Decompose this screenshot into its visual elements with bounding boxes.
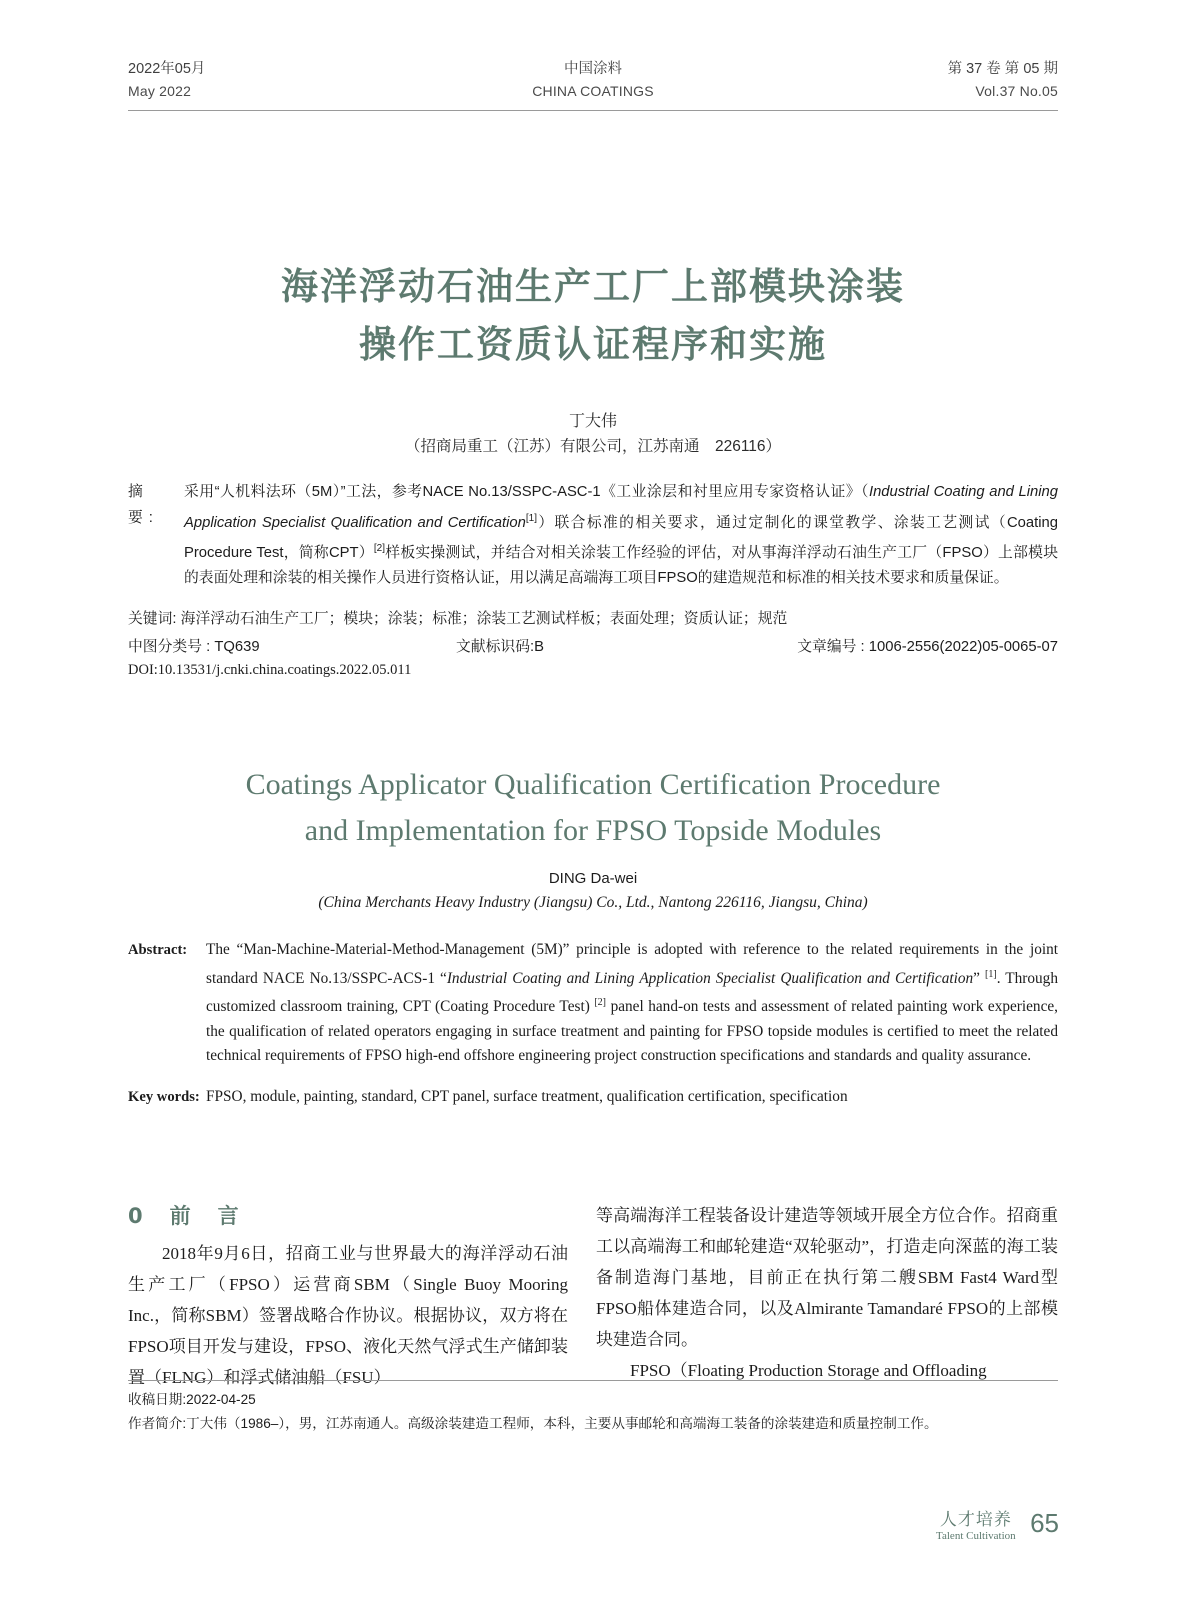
keywords-cn-label: 关键词: <box>128 611 177 627</box>
affiliation-en: (China Merchants Heavy Industry (Jiangsu) Co., Ltd., Nantong 226116, Jiangsu, China) <box>318 894 868 911</box>
abstract-cn-label: 摘 要: <box>128 484 170 526</box>
abstract-en-ref1: [1] <box>985 968 997 980</box>
abstract-en-body <box>206 938 1058 1069</box>
abstract-cn-part4: 样板实操测试，并结合对相关涂装工作经验的评估，对从事海洋浮动石油生产工厂（FPSO）上部模块的表面处理和涂装的相关操作人员进行资格认证，用以满足高端海工项目FPSO的建造规范和标准的相关技术要求和质量保证。 <box>184 544 1058 587</box>
body-column-left <box>128 1238 568 1393</box>
page-number: 65 <box>1030 1508 1059 1538</box>
footnote-divider <box>128 1380 1058 1381</box>
author-cn: 丁大伟 <box>568 413 617 430</box>
abstract-cn-ref2: [2] <box>373 542 385 554</box>
title-en-line2: and Implementation for FPSO Topside Modules <box>304 814 882 847</box>
keywords-en-label: Key words: <box>128 1089 200 1105</box>
running-head-right <box>948 58 1058 102</box>
journal-name-cn: 中国涂料 <box>564 61 622 77</box>
keywords-cn-value: 海洋浮动石油生产工厂；模块；涂装；标准；涂装工艺测试样板；表面处理；资质认证；规范 <box>180 611 788 627</box>
received-date: 收稿日期:2022-04-25 <box>128 1392 256 1407</box>
running-head-center <box>128 58 1058 102</box>
body-column-right <box>596 1200 1058 1386</box>
abstract-en-part4: panel hand-on tests and assessment of related painting work experience, the qualification of related operators engaging in surface treatment and painting for FPSO topside modules is certified to meet the related technical requirements of FPSO high-end offshore engineering project construction specifications and standards and quality assurance. <box>206 998 1058 1065</box>
affiliation-cn: （招商局重工（江苏）有限公司，江苏南通 226116） <box>404 438 782 455</box>
clc-number: 中图分类号 : TQ639 <box>128 639 260 655</box>
title-en-line1: Coatings Applicator Qualification Certification Procedure <box>245 768 941 801</box>
footer-category-en: Talent Cultivation <box>936 1530 1016 1542</box>
body-paragraph-right-2: FPSO（Floating Production Storage and Offloading <box>630 1361 987 1380</box>
keywords-cn <box>128 607 1058 631</box>
body-paragraph-right-1: 等高端海洋工程装备设计建造等领域开展全方位合作。招商重工以高端海工和邮轮建造“双轮驱动”，打造走向深蓝的海工装备制造海门基地，目前正在执行第二艘SBM Fast4 Ward型FPSO船体建造合同，以及Almirante Tamandaré FPSO的上部模块建造合同。 <box>596 1206 1058 1349</box>
abstract-cn-part1: 采用“人机料法环（5M）”工法，参考NACE No.13/SSPC-ASC-1《工业涂层和衬里应用专家资格认证》（ <box>184 484 869 500</box>
abstract-cn <box>128 480 1058 592</box>
article-number: 文章编号 : 1006-2556(2022)05-0065-07 <box>797 639 1058 655</box>
abstract-cn-part3: 联合标准的相关要求，通过定制化的课堂教学、涂装工艺测试（Coating Procedure Test，简称CPT） <box>184 514 1058 561</box>
title-cn-line2: 操作工资质认证程序和实施 <box>359 323 827 366</box>
keywords-en-value: FPSO, module, painting, standard, CPT panel, surface treatment, qualification certification, specification <box>206 1088 848 1105</box>
doi: DOI:10.13531/j.cnki.china.coatings.2022.05.011 <box>128 662 412 678</box>
abstract-cn-ref1: [1] <box>525 512 537 524</box>
abstract-en-part2: ” <box>973 969 986 987</box>
abstract-cn-italic-standard: Industrial Coating and Lining Application Specialist Qualification and Certification <box>184 484 1059 531</box>
running-head <box>128 58 1058 111</box>
page-title-en <box>128 762 1058 854</box>
section-heading-intro: 0 前 言 <box>128 1204 242 1228</box>
author-en: DING Da-wei <box>548 870 638 887</box>
abstract-en-label: Abstract: <box>128 942 188 958</box>
volume-issue-cn: 第 37 卷 第 05 期 <box>947 61 1058 77</box>
page-title-cn <box>128 258 1058 374</box>
abstract-cn-part2: ） <box>536 514 555 531</box>
running-head-date-en: May 2022 <box>128 83 192 99</box>
abstract-en-ref2: [2] <box>594 997 607 1009</box>
abstract-cn-body <box>184 480 1058 592</box>
footnotes <box>128 1388 1058 1436</box>
abstract-en-part1: The “Man-Machine-Material-Method-Management (5M)” principle is adopted with reference to the related requirements in the joint standard NACE No.13/SSPC-ACS-1 “ <box>206 941 1058 987</box>
volume-issue-en: Vol.37 No.05 <box>975 83 1058 99</box>
running-head-date-cn: 2022年05月 <box>128 61 206 77</box>
footer-category-cn: 人才培养 <box>939 1510 1012 1530</box>
document-code: 文献标识码:B <box>456 639 544 655</box>
abstract-en <box>128 938 1058 1069</box>
journal-name-en: CHINA COATINGS <box>532 83 654 99</box>
title-cn-line1: 海洋浮动石油生产工厂上部模块涂装 <box>281 265 905 308</box>
author-biography: 作者简介:丁大伟（1986–），男，江苏南通人。高级涂装建造工程师，本科，主要从事邮轮和高端海工装备的涂装建造和质量控制工作。 <box>128 1416 938 1431</box>
footer-category <box>936 1505 1016 1542</box>
body-paragraph-left-1: 2018年9月6日，招商工业与世界最大的海洋浮动石油生产工厂（FPSO）运营商SBM（Single Buoy Mooring Inc.，简称SBM）签署战略合作协议。根据协议，双方将在FPSO项目开发与建设，FPSO、液化天然气浮式生产储卸装置（FLNG）和浮式储油船（FSU） <box>128 1244 568 1387</box>
abstract-en-part3: . Through customized classroom training, CPT (Coating Procedure Test) <box>206 969 1058 1016</box>
page-footer <box>936 1505 1059 1542</box>
abstract-en-italic-standard: Industrial Coating and Lining Application Specialist Qualification and Certification <box>446 969 974 987</box>
keywords-en <box>128 1085 1058 1110</box>
